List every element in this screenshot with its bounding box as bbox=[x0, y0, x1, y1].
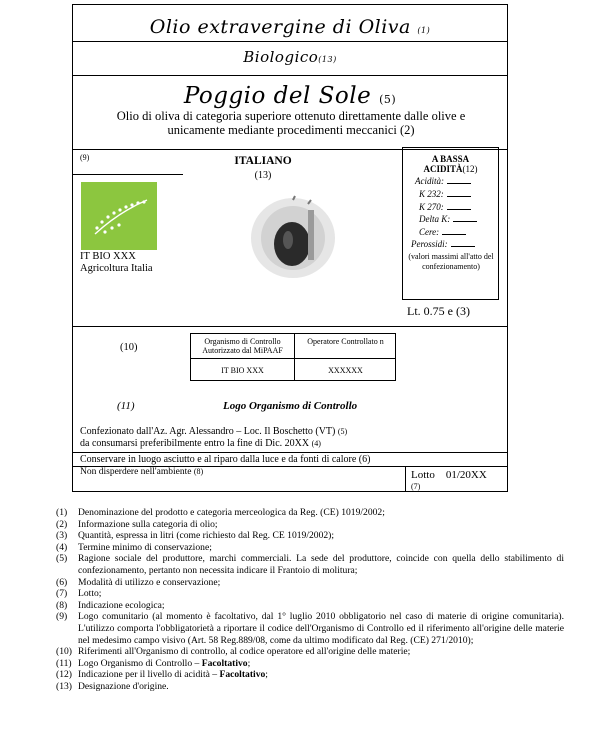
note-number: (7) bbox=[56, 588, 68, 600]
divider bbox=[73, 41, 507, 42]
note-item bbox=[56, 577, 564, 589]
acidity-note: (valori massimi all'atto del confezionamento) bbox=[408, 252, 494, 271]
oil-label bbox=[72, 4, 508, 492]
control-header-right: Operatore Controllato n bbox=[307, 337, 384, 346]
eu-organic-logo bbox=[81, 182, 157, 250]
brand-name: Poggio del Sole (5) bbox=[183, 83, 397, 109]
product-image bbox=[248, 190, 338, 280]
acidity-title: A BASSA ACIDITÀ(12) bbox=[423, 154, 478, 174]
note-number: (5) bbox=[56, 553, 68, 565]
storage-info: Conservare in luogo asciutto e al riparo dalla luce e da fonti di calore (6) bbox=[80, 454, 371, 465]
note-item bbox=[56, 658, 564, 670]
note-text: Riferimenti all'Organismo di controllo, al codice operatore ed all'origine delle materie; bbox=[78, 646, 411, 658]
divider bbox=[73, 75, 507, 76]
volume: Lt. 0.75 e (3) bbox=[407, 304, 470, 318]
divider bbox=[73, 452, 507, 453]
note-text: Termine minimo di conservazione; bbox=[78, 541, 212, 553]
note-item bbox=[56, 507, 564, 519]
control-value-right: XXXXXX bbox=[328, 366, 363, 375]
acidity-box bbox=[402, 147, 499, 300]
note-text: Ragione sociale del produttore, marchi commerciali. La sede del produttore, coincide con quella dello stabilimento di confezionamento, pertanto non necessita indicare il Frantoio di molitura; bbox=[78, 553, 564, 576]
note-item bbox=[56, 588, 564, 600]
note-number: (3) bbox=[56, 530, 68, 542]
note-text: Logo Organismo di Controllo – Facoltativo; bbox=[78, 657, 251, 669]
note-text: Informazione sulla categoria di olio; bbox=[78, 518, 218, 530]
category-description: Olio di oliva di categoria superiore ottenuto direttamente dalle olive e unicamente mediante procedimenti meccanici (2) bbox=[116, 109, 466, 137]
acidity-field: Cere: bbox=[419, 227, 466, 237]
note-text: Logo comunitario (al momento è facoltativo, dal 1° luglio 2010 obbligatorio nel caso di materie di origine comunitaria). L'utilizzo comporta l'obbligatorietà a riportare il codice dell'Organismo di Controllo ed il riferimento all'origine delle materie nel medesimo campo visivo (Art. 58 Reg.889/08, come da ultimo modificato dal Reg. (CE) 271/2010); bbox=[78, 611, 564, 646]
note-text: Lotto; bbox=[78, 588, 102, 600]
note-number: (6) bbox=[56, 576, 68, 588]
acidity-field: Delta K: bbox=[419, 214, 477, 224]
eu-logo-ref: (9) bbox=[80, 153, 90, 162]
note-item bbox=[56, 669, 564, 681]
lot-ref: (7) bbox=[411, 482, 421, 491]
acidity-field: Perossidi: bbox=[411, 239, 475, 249]
eco-info: Non disperdere nell'ambiente (8) bbox=[80, 467, 204, 477]
note-number: (8) bbox=[56, 599, 68, 611]
note-number: (2) bbox=[56, 518, 68, 530]
note-number: (9) bbox=[56, 611, 68, 623]
note-item bbox=[56, 681, 564, 693]
note-item bbox=[56, 611, 564, 646]
logo-control-ref: (11) bbox=[117, 400, 135, 412]
divider bbox=[405, 466, 406, 492]
note-item bbox=[56, 553, 564, 576]
acidity-field: K 232: bbox=[419, 189, 471, 199]
divider bbox=[73, 326, 507, 327]
note-number: (11) bbox=[56, 657, 72, 669]
note-number: (12) bbox=[56, 669, 72, 681]
control-header-left: Organismo di Controllo Autorizzato dal MiPAAF bbox=[202, 337, 283, 355]
note-item bbox=[56, 530, 564, 542]
star-icon bbox=[95, 200, 145, 233]
origin-ref: (13) bbox=[254, 170, 272, 181]
product-name: Olio extravergine di Oliva (1) bbox=[149, 16, 431, 38]
note-item bbox=[56, 542, 564, 554]
note-text: Modalità di utilizzo e conservazione; bbox=[78, 576, 221, 588]
organic-designation: Biologico(13) bbox=[243, 48, 337, 66]
logo-control: Logo Organismo di Controllo bbox=[223, 400, 358, 412]
acidity-field: K 270: bbox=[419, 202, 471, 212]
notes-list bbox=[56, 507, 564, 693]
note-item bbox=[56, 646, 564, 658]
lot: Lotto 01/20XX bbox=[411, 469, 487, 481]
producer-info: Confezionato dall'Az. Agr. Alessandro – Loc. Il Boschetto (VT) (5) da consumarsi preferibilmente entro la fine di Dic. 20XX (4) bbox=[80, 426, 348, 449]
note-text: Denominazione del prodotto e categoria merceologica da Reg. (CE) 1019/2002; bbox=[78, 507, 385, 518]
note-number: (13) bbox=[56, 680, 72, 692]
note-text: Indicazione per il livello di acidità – Facoltativo; bbox=[78, 669, 268, 681]
note-item bbox=[56, 600, 564, 612]
control-ref: (10) bbox=[120, 342, 138, 353]
note-text: Designazione d'origine. bbox=[78, 680, 169, 692]
note-text: Quantità, espressa in litri (come richiesto dal Reg. CE 1019/2002); bbox=[78, 530, 335, 542]
bio-info: IT BIO XXX Agricoltura Italia bbox=[80, 251, 153, 274]
control-table bbox=[190, 333, 396, 381]
note-item bbox=[56, 519, 564, 531]
acidity-field: Acidità: bbox=[415, 176, 471, 186]
origin-label: ITALIANO bbox=[234, 155, 292, 167]
note-number: (1) bbox=[56, 507, 68, 518]
control-value-left: IT BIO XXX bbox=[221, 366, 264, 375]
note-number: (10) bbox=[56, 646, 72, 658]
note-text: Indicazione ecologica; bbox=[78, 599, 165, 611]
note-number: (4) bbox=[56, 541, 68, 553]
